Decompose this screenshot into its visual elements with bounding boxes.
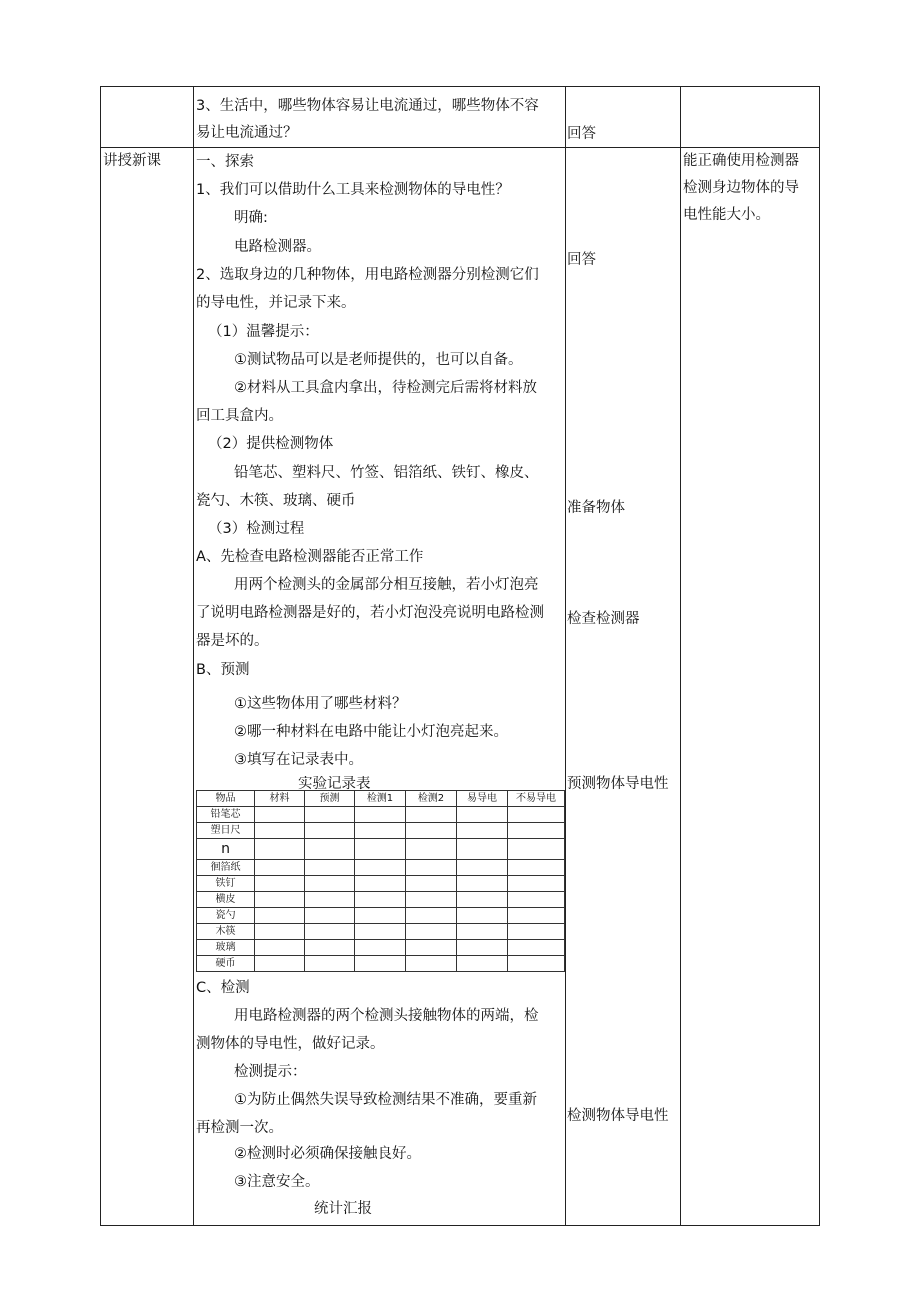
student-activity-detect: 检测物体导电性	[567, 1108, 669, 1124]
student-activity-answer: 回答	[567, 126, 596, 142]
table-row	[197, 876, 565, 892]
header-cell: 物品	[197, 791, 255, 807]
record-table-title: 实验记录表	[298, 776, 371, 790]
row-divider	[100, 147, 820, 148]
student-activity-answer: 回答	[567, 252, 596, 268]
step-b-heading: B、预测	[196, 662, 250, 678]
table-row	[197, 956, 565, 972]
hint-heading: 检测提示：	[234, 1064, 307, 1080]
item-cell: 徊箔纸	[197, 860, 255, 876]
hint-2: ②检测时必须确保接触良好。	[234, 1146, 421, 1162]
question-1: 1、我们可以借助什么工具来检测物体的导电性？	[196, 182, 510, 198]
item-cell: 玻璃	[197, 940, 255, 956]
item-cell: 瓷勺	[197, 908, 255, 924]
step-a-line-3: 器是坏的。	[196, 633, 269, 649]
tool-answer: 电路检测器。	[234, 239, 321, 255]
header-cell: 预测	[305, 791, 355, 807]
question-3-line-2: 易让电流通过？	[196, 125, 298, 141]
table-row	[197, 908, 565, 924]
summary-label: 统计汇报	[314, 1201, 372, 1217]
tip-2-line-2: 回工具盒内。	[196, 408, 283, 424]
hint-3: ③注意安全。	[234, 1174, 320, 1190]
objects-line-2: 瓷勺、木筷、玻璃、硬币	[196, 493, 356, 509]
student-activity-predict: 预测物体导电性	[567, 776, 669, 792]
table-row	[197, 892, 565, 908]
explore-heading: 一、探索	[196, 154, 254, 170]
tips-heading: （1）温馨提示：	[208, 324, 319, 340]
objects-heading: （2）提供检测物体	[208, 436, 334, 452]
table-row	[197, 860, 565, 876]
item-cell: 塑日尺	[197, 823, 255, 839]
column-divider	[193, 86, 194, 1226]
step-c-heading: C、检测	[196, 980, 250, 996]
header-cell: 易导电	[457, 791, 508, 807]
question-2-line-2: 的导电性，并记录下来。	[196, 295, 356, 311]
stage-label: 讲授新课	[103, 153, 161, 169]
hint-1-line-2: 再检测一次。	[196, 1120, 283, 1136]
prediction-2: ②哪一种材料在电路中能让小灯泡亮起来。	[234, 724, 508, 740]
column-divider	[680, 86, 681, 1226]
tip-1: ①测试物品可以是老师提供的，也可以自备。	[234, 352, 523, 368]
header-cell: 检测2	[406, 791, 457, 807]
step-c-line-2: 测物体的导电性，做好记录。	[196, 1036, 385, 1052]
step-c-line-1: 用电路检测器的两个检测头接触物体的两端，检	[234, 1008, 539, 1024]
objects-line-1: 铅笔芯、塑料尺、竹签、铝箔纸、铁钉、橡皮、	[234, 465, 539, 481]
record-table	[196, 790, 565, 972]
hint-1-line-1: ①为防止偶然失误导致检测结果不准确，要重新	[234, 1092, 537, 1108]
question-2-line-1: 2、选取身边的几种物体，用电路检测器分别检测它们	[196, 267, 539, 283]
item-cell: 铁钉	[197, 876, 255, 892]
prediction-1: ①这些物体用了哪些材料？	[234, 696, 407, 712]
question-3-line-1: 3、生活中，哪些物体容易让电流通过，哪些物体不容	[196, 98, 539, 114]
clarify-label: 明确:	[234, 210, 268, 226]
lesson-table	[100, 86, 820, 1226]
step-a-line-2: 了说明电路检测器是好的，若小灯泡没亮说明电路检测	[196, 605, 544, 621]
student-activity-check: 检查检测器	[567, 611, 640, 627]
item-cell: 铅笔芯	[197, 807, 255, 823]
step-a-heading: A、先检查电路检测器能否正常工作	[196, 549, 424, 565]
student-activity-prepare: 准备物体	[567, 500, 625, 516]
item-cell: 木筷	[197, 924, 255, 940]
item-cell: 硬币	[197, 956, 255, 972]
header-cell: 检测1	[355, 791, 406, 807]
item-cell: 横皮	[197, 892, 255, 908]
header-cell: 不易导电	[508, 791, 565, 807]
table-row	[197, 807, 565, 823]
step-a-line-1: 用两个检测头的金属部分相互接触，若小灯泡亮	[234, 577, 539, 593]
goal-line-2: 检测身边物体的导	[683, 180, 799, 196]
process-heading: （3）检测过程	[208, 521, 305, 537]
prediction-3: ③填写在记录表中。	[234, 752, 363, 768]
table-row	[197, 823, 565, 839]
table-row	[197, 924, 565, 940]
goal-line-3: 电性能大小。	[683, 207, 770, 223]
table-row	[197, 839, 565, 860]
table-row	[197, 940, 565, 956]
record-table-header	[197, 791, 565, 807]
column-divider	[565, 86, 566, 1226]
header-cell: 材料	[255, 791, 305, 807]
item-cell: n	[197, 839, 255, 860]
goal-line-1: 能正确使用检测器	[683, 153, 799, 169]
tip-2-line-1: ②材料从工具盒内拿出，待检测完后需将材料放	[234, 380, 537, 396]
